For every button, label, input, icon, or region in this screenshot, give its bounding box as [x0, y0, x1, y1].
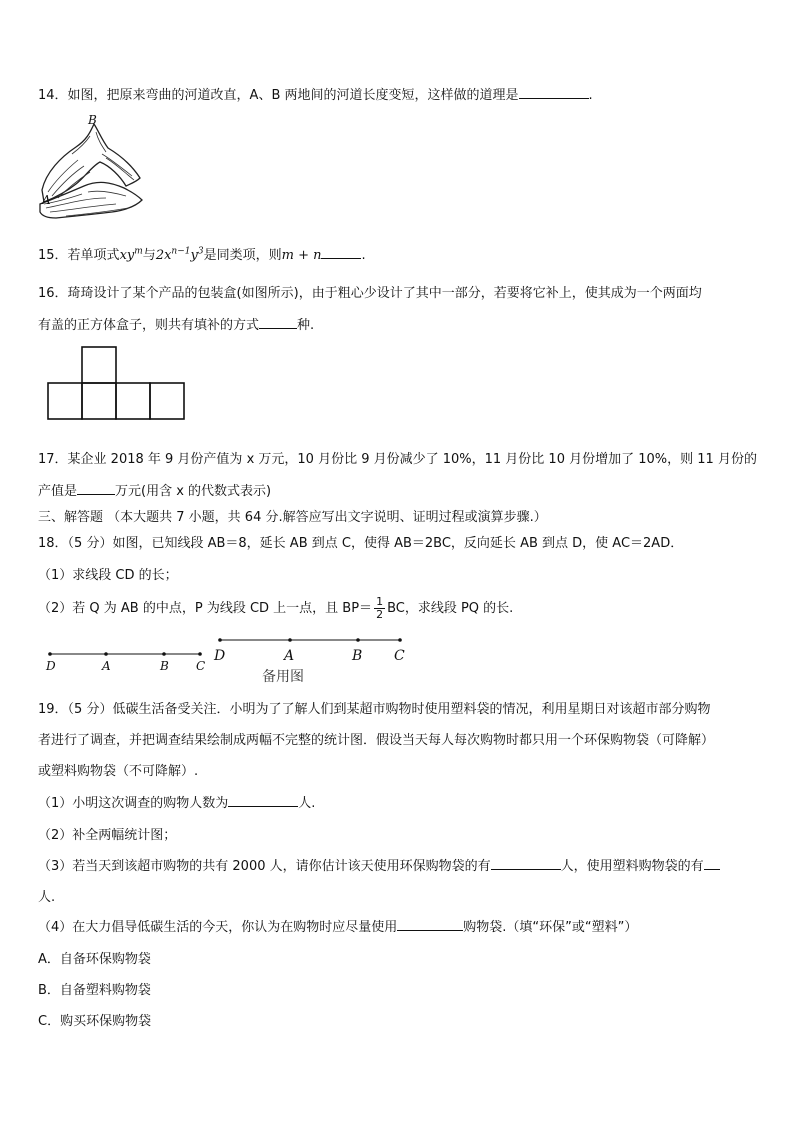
q15-exp-n1: n−1 [171, 246, 191, 257]
q14-period: . [588, 88, 593, 103]
section-heading: 三、解答题 （本大题共 7 小题，共 64 分.解答应写出文字说明、证明过程或演算步骤.） [38, 510, 547, 525]
q19-part4-blank[interactable] [397, 918, 463, 931]
q16-line1 [38, 282, 702, 301]
q15-part1: 若单项式 [67, 248, 120, 263]
q15-exp-m: m [134, 246, 143, 257]
q16-number: 16． [38, 286, 68, 301]
point-c: C [196, 659, 206, 672]
spare-point-c: C [394, 648, 405, 662]
q19-part4-b: 购物袋.（填“环保”或“塑料”） [463, 920, 638, 935]
q17-number: 17． [38, 452, 68, 467]
q18-part2 [38, 596, 513, 621]
q19-number: 19． [38, 702, 68, 717]
q17-stem-line2a: 产值是 [38, 484, 78, 499]
q15-term2b: y [190, 248, 198, 263]
net-square-top [82, 347, 116, 383]
q19-part3-end: 人. [38, 890, 56, 905]
q19-part4-a: （4）在大力倡导低碳生活的今天，你认为在购物时应尽量使用 [38, 920, 398, 935]
q17-stem-line2b: 万元(用含 x 的代数式表示) [115, 484, 272, 499]
q15-number: 15． [38, 248, 68, 263]
q19-part3-blank2[interactable] [704, 857, 720, 870]
spare-point-a: A [284, 648, 295, 662]
fraction-numerator: 1 [376, 595, 384, 608]
label-a: A [42, 193, 51, 207]
q15-term2a: 2x [155, 248, 172, 263]
net-square-2 [82, 383, 116, 419]
q14-text [38, 84, 593, 103]
q16-answer-blank[interactable] [259, 316, 297, 329]
q15-answer-blank[interactable] [321, 246, 361, 259]
q19-part2: （2）补全两幅统计图； [38, 828, 177, 843]
net-square-3 [116, 383, 150, 419]
q18-fraction [374, 596, 385, 621]
q19-stem-line1: （5 分）低碳生活备受关注．小明为了了解人们到某超市购物时使用塑料袋的情况，利用星期日对该超市部分购物 [67, 702, 711, 717]
q19-part3-blank1[interactable] [491, 857, 561, 870]
spare-point-b: B [352, 648, 363, 662]
q16-stem-line2a: 有盖的正方体盒子，则共有填补的方式 [38, 318, 260, 333]
q15-m-plus-n: m + n [281, 248, 322, 263]
q19-option-b[interactable]: B．自备塑料购物袋 [38, 983, 151, 998]
spare-point-d: D [214, 648, 226, 662]
q16-stem-line1: 琦琦设计了某个产品的包装盒(如图所示)，由于粗心少设计了其中一部分，若要将它补上，使其成为一个两面均 [67, 286, 702, 301]
box-net-figure [46, 345, 188, 423]
q15-period: . [361, 248, 366, 263]
q18-stem-text: （5 分）如图，已知线段 AB＝8，延长 AB 到点 C，使得 AB＝2BC，反向延长 AB 到点 D，使 AC＝2AD． [67, 536, 684, 551]
q19-part1 [38, 792, 315, 811]
label-b: B [88, 113, 97, 127]
fraction-denominator: 2 [376, 608, 384, 621]
q19-part1-blank[interactable] [228, 794, 298, 807]
q15-part3: 是同类项，则 [203, 248, 282, 263]
q19-part3-b: 人，使用塑料购物袋的有 [560, 859, 704, 874]
q19-part3 [38, 855, 720, 874]
q19-part1-b: 人. [298, 796, 316, 811]
q15-text [38, 244, 366, 263]
segment-figure [40, 642, 210, 672]
q19-part3-a: （3）若当天到该超市购物的共有 2000 人，请你估计该天使用环保购物袋的有 [38, 859, 491, 874]
q14-number: 14． [38, 88, 68, 103]
point-a: A [102, 659, 111, 672]
q19-part1-a: （1）小明这次调查的购物人数为 [38, 796, 229, 811]
q14-answer-blank[interactable] [519, 86, 589, 99]
q19-line3: 或塑料购物袋（不可降解）. [38, 764, 199, 779]
q15-term1: xy [119, 248, 135, 263]
q18-part2-a: （2）若 Q 为 AB 的中点，P 为线段 CD 上一点，且 BP＝ [38, 601, 373, 616]
spare-figure-label: 备用图 [262, 669, 304, 685]
q17-answer-blank[interactable] [77, 482, 115, 495]
q18-number: 18． [38, 536, 68, 551]
point-d: D [46, 659, 56, 672]
q15-part2: 与 [142, 248, 156, 263]
q18-stem [38, 532, 683, 551]
q18-part1: （1）求线段 CD 的长； [38, 568, 178, 583]
q16-stem-line2b: 种. [297, 318, 315, 333]
point-b: B [160, 659, 169, 672]
q19-option-c[interactable]: C．购买环保购物袋 [38, 1014, 152, 1029]
q18-part2-b: BC，求线段 PQ 的长. [387, 601, 514, 616]
spare-segment-figure [212, 630, 412, 662]
river-figure [36, 112, 146, 222]
q15-exp-3: 3 [197, 246, 204, 257]
q16-line2 [38, 314, 314, 333]
q19-option-a[interactable]: A．自备环保购物袋 [38, 952, 151, 967]
q17-line2 [38, 480, 271, 499]
q14-stem: 如图，把原来弯曲的河道改直，A、B 两地间的河道长度变短，这样做的道理是 [67, 88, 519, 103]
q19-part4 [38, 916, 637, 935]
net-square-1 [48, 383, 82, 419]
q19-line1 [38, 698, 710, 717]
net-square-4 [150, 383, 184, 419]
q17-line1 [38, 448, 757, 467]
q19-line2: 者进行了调查，并把调查结果绘制成两幅不完整的统计图．假设当天每人每次购物时都只用一个环保购物袋（可降解） [38, 733, 715, 748]
q17-stem-line1: 某企业 2018 年 9 月份产值为 x 万元，10 月份比 9 月份减少了 10%，11 月份比 10 月份增加了 10%，则 11 月份的 [67, 452, 757, 467]
